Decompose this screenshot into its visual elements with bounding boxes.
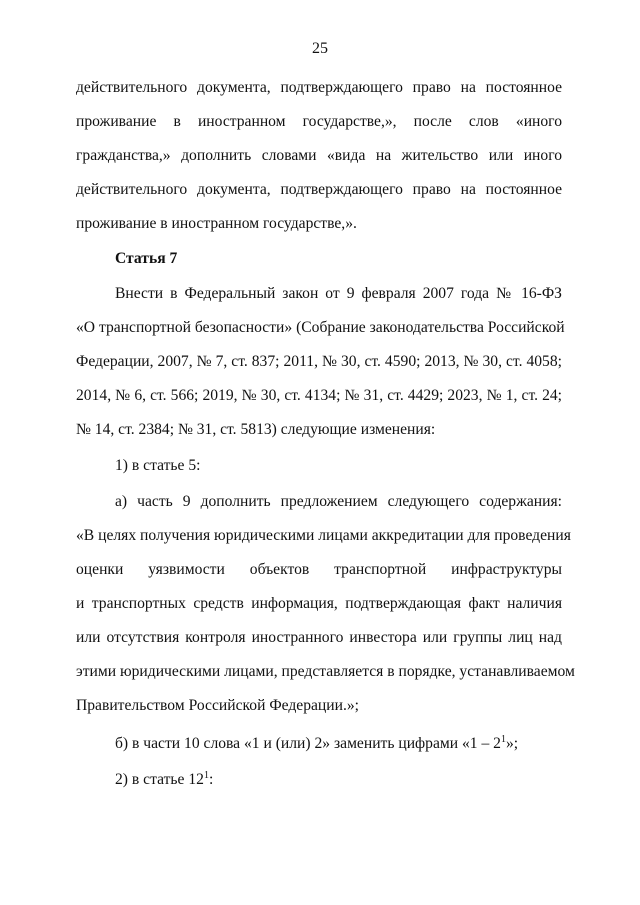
text-line: гражданства,» дополнить словами «вида на жительство или иного: [76, 147, 562, 164]
list-item: [76, 770, 562, 790]
text-line: проживание в иностранном государстве,», после слов «иного: [76, 113, 562, 130]
line-text: 2) в статье 12: [115, 771, 204, 788]
text-line: оценки уязвимости объектов транспортной инфраструктуры: [76, 561, 562, 578]
text-line: действительного документа, подтверждающего право на постоянное: [76, 181, 562, 198]
text-line: Внести в Федеральный закон от 9 февраля 2007 года № 16-ФЗ: [115, 285, 562, 302]
text-line: действительного документа, подтверждающего право на постоянное: [76, 79, 562, 96]
text-line: этими юридическими лицами, представляется в порядке, устанавливаемом: [76, 663, 575, 680]
text-line: Федерации, 2007, № 7, ст. 837; 2011, № 30, ст. 4590; 2013, № 30, ст. 4058;: [76, 353, 562, 370]
text-line: Правительством Российской Федерации.»;: [76, 697, 359, 714]
line-tail: :: [208, 771, 214, 788]
page-number: 25: [312, 40, 328, 57]
superscript: 1: [203, 770, 209, 781]
text-line: а) часть 9 дополнить предложением следующего содержания:: [115, 493, 562, 510]
text-line: проживание в иностранном государстве,».: [76, 215, 357, 232]
list-item: [76, 734, 562, 754]
text-line: № 14, ст. 2384; № 31, ст. 5813) следующие изменения:: [76, 421, 436, 438]
text-line: 2014, № 6, ст. 566; 2019, № 30, ст. 4134; № 31, ст. 4429; 2023, № 1, ст. 24;: [76, 387, 562, 404]
text-line: «В целях получения юридическими лицами аккредитации для проведения: [76, 527, 571, 544]
text-line: «О транспортной безопасности» (Собрание законодательства Российской: [76, 319, 565, 336]
line-tail: »;: [505, 735, 519, 752]
line-text: б) в части 10 слова «1 и (или) 2» заменить цифрами «1 – 2: [115, 735, 501, 752]
article-heading: Статья 7: [115, 250, 178, 267]
list-item: 1) в статье 5:: [115, 457, 201, 474]
text-line: и транспортных средств информация, подтверждающая факт наличия: [76, 595, 562, 612]
text-line: или отсутствия контроля иностранного инвестора или группы лиц над: [76, 629, 562, 646]
superscript: 1: [500, 734, 506, 745]
